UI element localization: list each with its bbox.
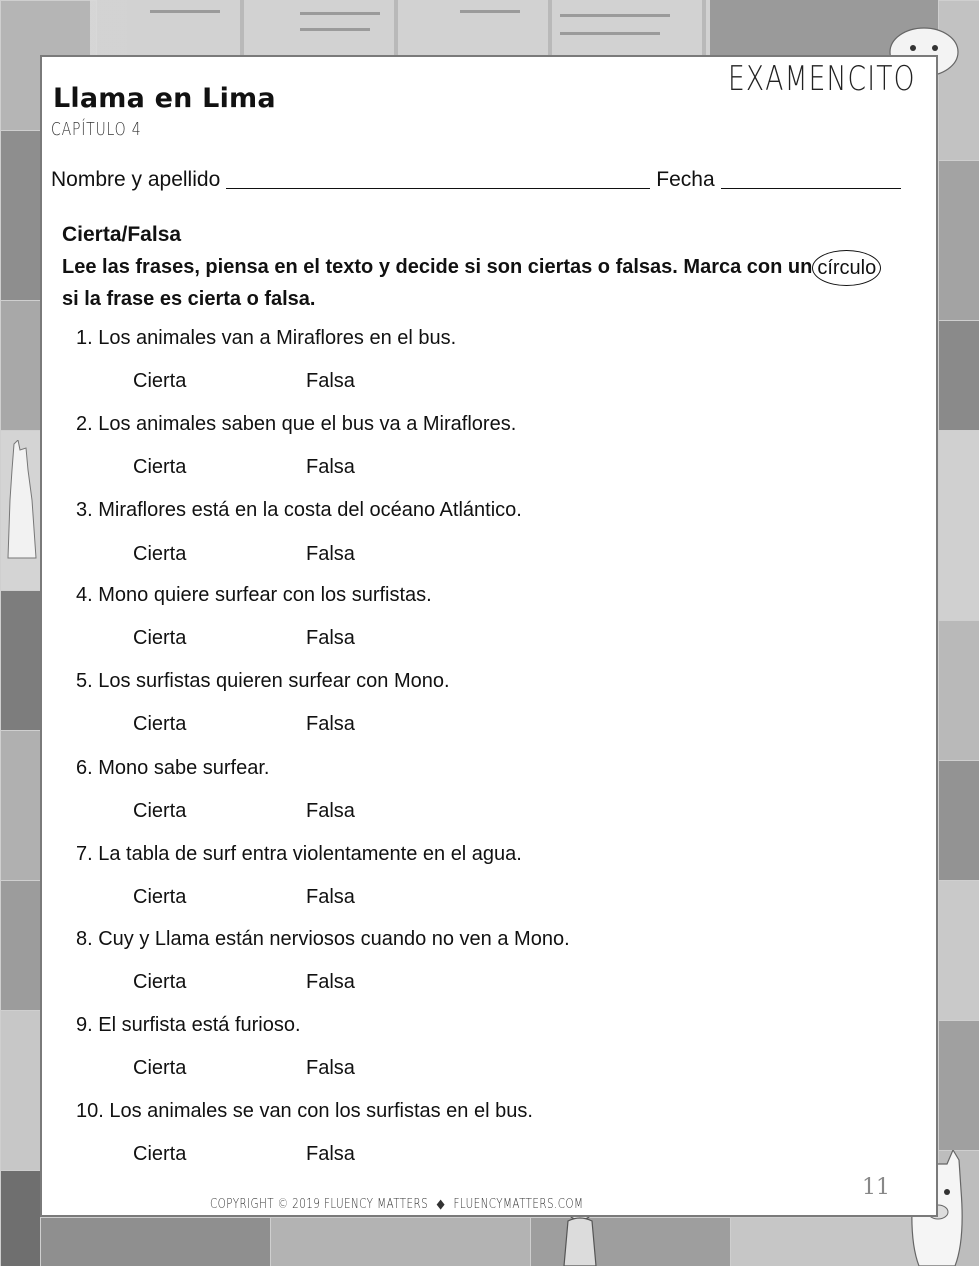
student-info-row: [51, 167, 927, 192]
option-cierta-7[interactable]: Cierta: [133, 886, 187, 908]
option-falsa-4[interactable]: Falsa: [306, 627, 355, 649]
question-2: 2. Los animales saben que el bus va a Miraflores.: [76, 413, 517, 435]
date-label: Fecha: [656, 168, 715, 191]
question-1: 1. Los animales van a Miraflores en el bus.: [76, 327, 457, 349]
menu-board-photo: [90, 0, 710, 56]
date-field[interactable]: [721, 167, 901, 189]
option-falsa-1[interactable]: Falsa: [306, 370, 355, 392]
option-cierta-6[interactable]: Cierta: [133, 800, 187, 822]
option-falsa-9[interactable]: Falsa: [306, 1057, 355, 1079]
option-cierta-10[interactable]: Cierta: [133, 1143, 187, 1165]
circled-word: círculo: [812, 250, 881, 286]
option-cierta-4[interactable]: Cierta: [133, 627, 187, 649]
option-falsa-5[interactable]: Falsa: [306, 713, 355, 735]
question-6: 6. Mono sabe surfear.: [76, 757, 270, 779]
llama-icon: [2, 440, 40, 560]
instructions-text-2: si la frase es cierta o falsa.: [62, 288, 316, 310]
name-label: Nombre y apellido: [51, 168, 221, 191]
diamond-separator-icon: ◆: [436, 1197, 446, 1212]
option-cierta-8[interactable]: Cierta: [133, 971, 187, 993]
instructions: [62, 249, 922, 313]
instructions-text: Lee las frases, piensa en el texto y decide si son ciertas o falsas. Marca con un: [62, 256, 813, 278]
footer-copyright: [210, 1197, 583, 1212]
website-text: FLUENCYMATTERS.COM: [453, 1197, 584, 1212]
question-4: 4. Mono quiere surfear con los surfistas.: [76, 584, 432, 606]
option-falsa-8[interactable]: Falsa: [306, 971, 355, 993]
quiz-label: EXAMENCITO: [728, 59, 916, 99]
option-falsa-3[interactable]: Falsa: [306, 543, 355, 565]
question-10: 10. Los animales se van con los surfistas en el bus.: [76, 1100, 533, 1122]
question-8: 8. Cuy y Llama están nerviosos cuando no ven a Mono.: [76, 928, 570, 950]
page-number: 11: [862, 1175, 890, 1200]
option-falsa-6[interactable]: Falsa: [306, 800, 355, 822]
option-falsa-10[interactable]: Falsa: [306, 1143, 355, 1165]
option-cierta-5[interactable]: Cierta: [133, 713, 187, 735]
worksheet-page: [40, 55, 938, 1217]
question-3: 3. Miraflores está en la costa del océano Atlántico.: [76, 499, 522, 521]
option-cierta-3[interactable]: Cierta: [133, 543, 187, 565]
option-falsa-7[interactable]: Falsa: [306, 886, 355, 908]
question-5: 5. Los surfistas quieren surfear con Mono.: [76, 670, 450, 692]
section-title: Cierta/Falsa: [62, 223, 182, 246]
book-title: Llama en Lima: [53, 83, 276, 114]
copyright-text: COPYRIGHT © 2019 FLUENCY MATTERS: [210, 1197, 429, 1212]
option-cierta-2[interactable]: Cierta: [133, 456, 187, 478]
option-cierta-9[interactable]: Cierta: [133, 1057, 187, 1079]
question-7: 7. La tabla de surf entra violentamente en el agua.: [76, 843, 522, 865]
chapter-label: CAPÍTULO 4: [51, 119, 142, 140]
option-falsa-2[interactable]: Falsa: [306, 456, 355, 478]
question-9: 9. El surfista está furioso.: [76, 1014, 301, 1036]
name-field[interactable]: [226, 167, 650, 189]
option-cierta-1[interactable]: Cierta: [133, 370, 187, 392]
